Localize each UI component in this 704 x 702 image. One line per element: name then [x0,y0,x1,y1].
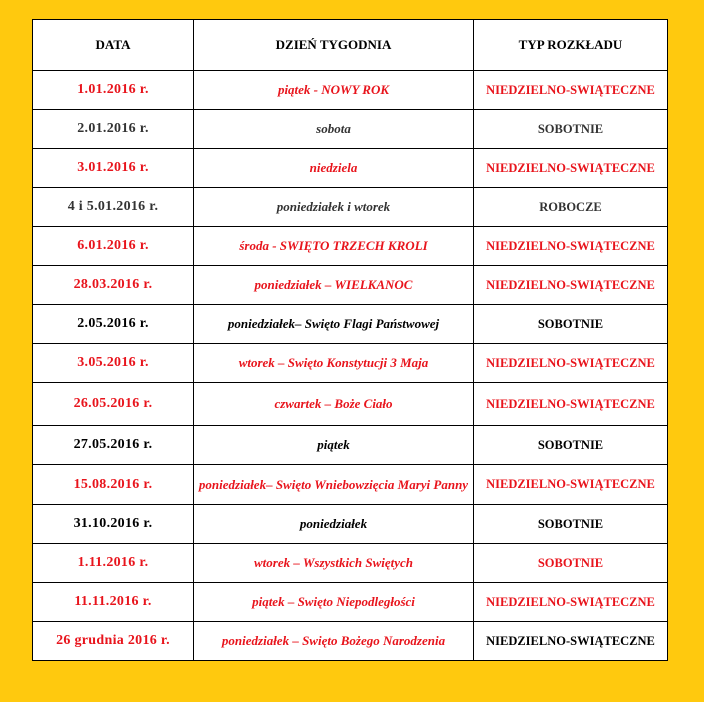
date-cell: 1.11.2016 r. [33,544,194,583]
table-row [33,383,668,426]
date-cell: 2.01.2016 r. [33,110,194,149]
schedule-type-cell: NIEDZIELNO-SWIĄTECZNE [474,266,668,305]
schedule-type-cell: NIEDZIELNO-SWIĄTECZNE [474,71,668,110]
date-cell: 31.10.2016 r. [33,505,194,544]
date-cell: 3.05.2016 r. [33,344,194,383]
schedule-table [32,19,668,661]
table-row [33,227,668,266]
weekday-cell: poniedziałek – Swięto Bożego Narodzenia [194,622,474,661]
table-row [33,71,668,110]
table-row [33,305,668,344]
weekday-cell: poniedziałek i wtorek [194,188,474,227]
date-cell: 28.03.2016 r. [33,266,194,305]
schedule-table-container [32,19,667,661]
table-row [33,110,668,149]
schedule-type-cell: NIEDZIELNO-SWIĄTECZNE [474,227,668,266]
weekday-cell: poniedziałek – WIELKANOC [194,266,474,305]
table-row [33,149,668,188]
table-row [33,622,668,661]
table-row [33,426,668,465]
table-row [33,266,668,305]
date-cell: 4 i 5.01.2016 r. [33,188,194,227]
table-row [33,505,668,544]
table-row [33,544,668,583]
weekday-cell: wtorek – Wszystkich Swiętych [194,544,474,583]
weekday-cell: sobota [194,110,474,149]
table-row [33,583,668,622]
weekday-cell: wtorek – Swięto Konstytucji 3 Maja [194,344,474,383]
header-schedule-type: TYP ROZKŁADU [474,20,668,71]
date-cell: 6.01.2016 r. [33,227,194,266]
table-row [33,188,668,227]
date-cell: 3.01.2016 r. [33,149,194,188]
header-weekday: DZIEŃ TYGODNIA [194,20,474,71]
schedule-type-cell: SOBOTNIE [474,544,668,583]
weekday-cell: środa - SWIĘTO TRZECH KROLI [194,227,474,266]
date-cell: 15.08.2016 r. [33,465,194,505]
weekday-cell: niedziela [194,149,474,188]
weekday-cell: poniedziałek [194,505,474,544]
date-cell: 11.11.2016 r. [33,583,194,622]
weekday-cell: poniedziałek– Swięto Flagi Państwowej [194,305,474,344]
schedule-type-cell: NIEDZIELNO-SWIĄTECZNE [474,622,668,661]
schedule-type-cell: SOBOTNIE [474,505,668,544]
schedule-type-cell: NIEDZIELNO-SWIĄTECZNE [474,149,668,188]
table-body [33,71,668,661]
weekday-cell: piątek – Swięto Niepodległości [194,583,474,622]
weekday-cell: piątek - NOWY ROK [194,71,474,110]
header-date: DATA [33,20,194,71]
table-row [33,344,668,383]
schedule-type-cell: SOBOTNIE [474,110,668,149]
schedule-type-cell: SOBOTNIE [474,305,668,344]
schedule-type-cell: NIEDZIELNO-SWIĄTECZNE [474,465,668,505]
date-cell: 27.05.2016 r. [33,426,194,465]
weekday-cell: poniedziałek– Swięto Wniebowzięcia Maryi Panny [194,465,474,505]
schedule-type-cell: NIEDZIELNO-SWIĄTECZNE [474,383,668,426]
weekday-cell: czwartek – Boże Ciało [194,383,474,426]
date-cell: 26 grudnia 2016 r. [33,622,194,661]
weekday-cell: piątek [194,426,474,465]
schedule-type-cell: NIEDZIELNO-SWIĄTECZNE [474,344,668,383]
date-cell: 2.05.2016 r. [33,305,194,344]
table-row [33,465,668,505]
table-header-row [33,20,668,71]
date-cell: 26.05.2016 r. [33,383,194,426]
date-cell: 1.01.2016 r. [33,71,194,110]
schedule-type-cell: NIEDZIELNO-SWIĄTECZNE [474,583,668,622]
schedule-type-cell: ROBOCZE [474,188,668,227]
schedule-type-cell: SOBOTNIE [474,426,668,465]
